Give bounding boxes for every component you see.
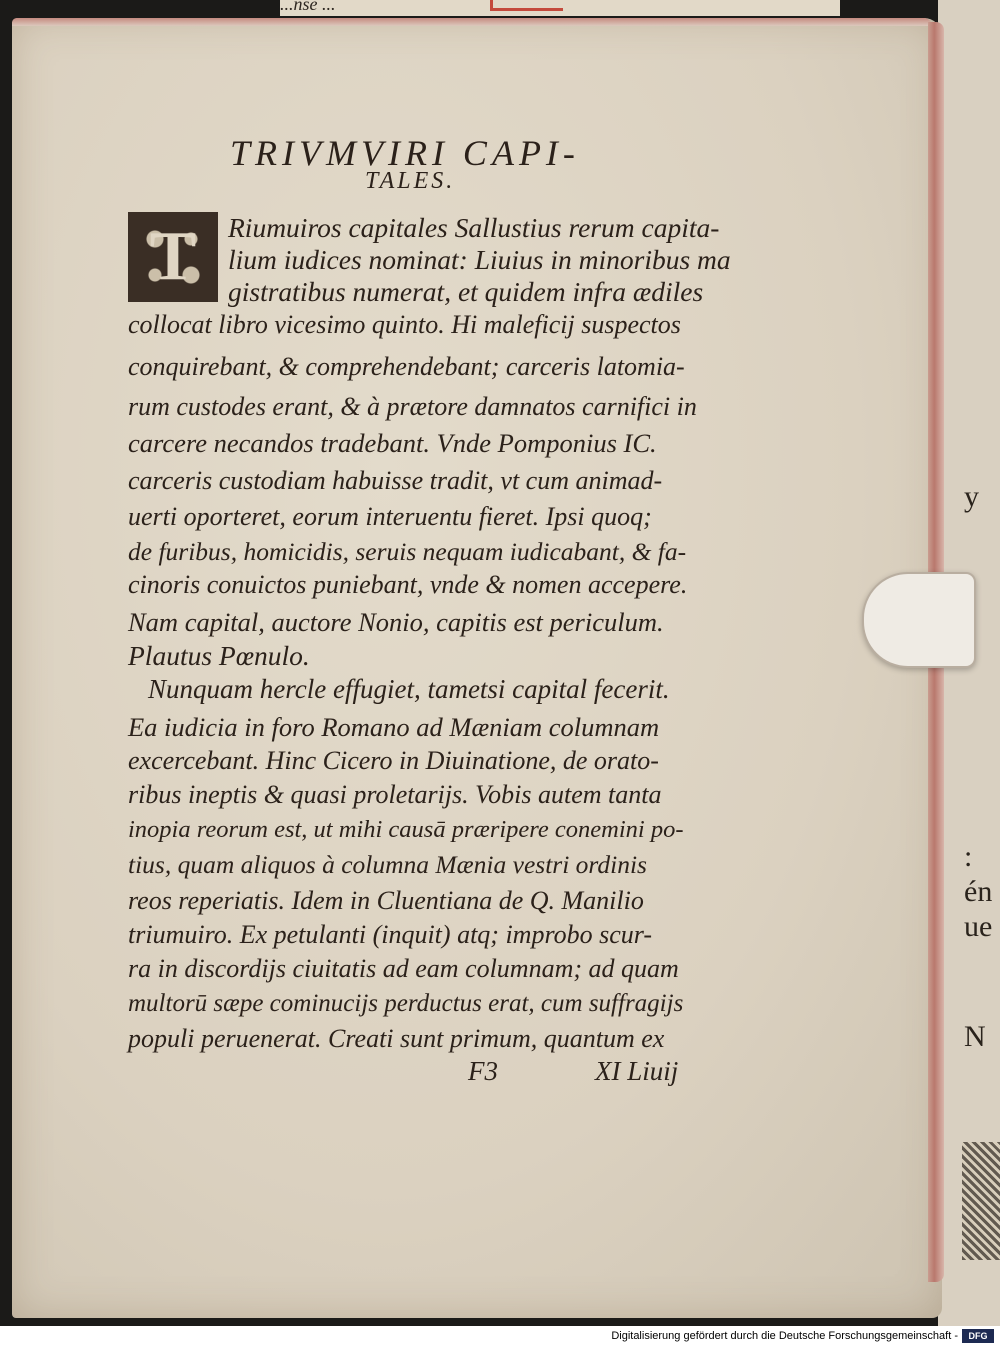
text-line: cinoris conuictos puniebant, vnde & nomen accepere. [128, 570, 688, 599]
footer-bar [0, 1326, 1000, 1347]
text-line: inopia reorum est, ut mihi causā præripere conemini po- [128, 816, 684, 843]
text-line: ribus ineptis & quasi proletarijs. Vobis autem tanta [128, 780, 662, 809]
text-line: triumuiro. Ex petulanti (inquit) atq; improbo scur- [128, 920, 653, 949]
text-line: multorū sæpe cominucijs perductus erat, cum suffragijs [128, 990, 684, 1017]
text-line: reos reperiatis. Idem in Cluentiana de Q. Manilio [128, 886, 644, 915]
bookmark-tab [862, 572, 976, 668]
facing-fragment: ue [964, 910, 993, 943]
text-line: Nunquam hercle effugiet, tametsi capital fecerit. [148, 674, 670, 704]
signature-mark: F3 [468, 1056, 498, 1086]
facing-fragment: : [964, 840, 973, 873]
text-line: populi peruenerat. Creati sunt primum, quantum ex [128, 1024, 665, 1053]
text-line: de furibus, homicidis, seruis nequam iudicabant, & fa- [128, 537, 687, 566]
facing-fragment: N [964, 1020, 986, 1053]
text-line: collocat libro vicesimo quinto. Hi maleficij suspectos [128, 310, 681, 339]
dfg-logo: DFG [962, 1329, 994, 1343]
facing-fragment: én [964, 875, 993, 908]
text-line: tius, quam aliquos à columna Mænia vestri ordinis [128, 850, 647, 879]
text-line: carceris custodiam habuisse tradit, vt cum animad- [128, 466, 663, 495]
initial-letter: T [149, 218, 197, 295]
page-edge-top [12, 18, 932, 26]
text-line: rum custodes erant, & à prætore damnatos carnifici in [128, 392, 697, 421]
woodcut-ornament [962, 1142, 1000, 1260]
text-line: ra in discordijs ciuitatis ad eam columnam; ad quam [128, 954, 679, 983]
facing-fragment: y [964, 480, 979, 513]
text-line: Riumuiros capitales Sallustius rerum capita- [228, 212, 720, 243]
text-line: Plautus Pœnulo. [128, 640, 310, 671]
heading-line-1: TRIVMVIRI CAPI- [230, 133, 580, 173]
text-line: excercebant. Hinc Cicero in Diuinatione, de orato- [128, 746, 659, 775]
text-line: Ea iudicia in foro Romano ad Mæniam columnam [128, 712, 660, 742]
next-page-top [280, 0, 840, 16]
text-line: uerti oporteret, eorum interuentu fieret. Ipsi quoq; [128, 502, 652, 531]
footer-credit: Digitalisierung gefördert durch die Deutsche Forschungsgemeinschaft - [611, 1330, 958, 1342]
text-line: lium iudices nominat: Liuius in minoribus ma [228, 244, 731, 275]
text-line: conquirebant, & comprehendebant; carceris latomia- [128, 352, 685, 381]
text-line: Nam capital, auctore Nonio, capitis est periculum. [128, 607, 664, 637]
catchword: XI Liuij [595, 1056, 679, 1086]
text-line: gistratibus numerat, et quidem infra ædiles [228, 276, 704, 307]
heading-line-2: TALES. [365, 168, 456, 194]
text-line: carcere necandos tradebant. Vnde Pomponius IC. [128, 428, 657, 458]
red-mark [490, 0, 563, 11]
top-fragment: ...nse ... [280, 0, 336, 14]
decorated-initial [128, 212, 218, 302]
